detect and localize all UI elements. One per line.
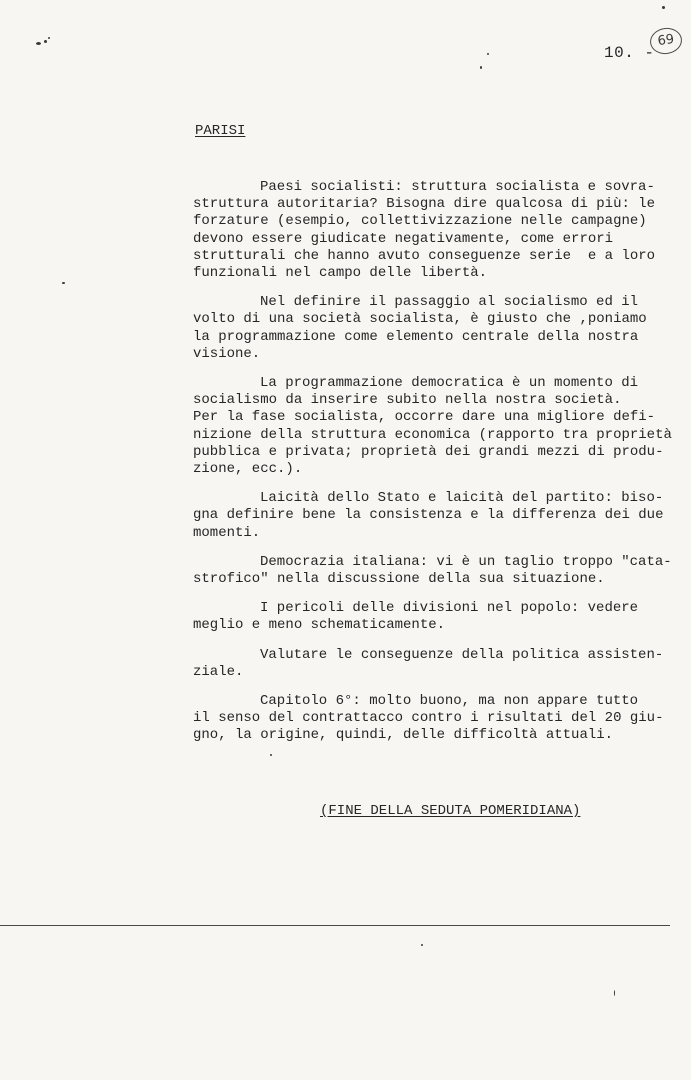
text-line: Laicità dello Stato e laicità del partito: biso-	[260, 490, 664, 507]
text-line: la programmazione come elemento centrale della nostra	[193, 328, 639, 345]
text-line: ziale.	[193, 663, 244, 680]
text-line: strutturali che hanno avuto conseguenze serie e a loro	[193, 247, 656, 264]
text-line: Paesi socialisti: struttura socialista e sovra-	[260, 179, 655, 195]
text-line: gna definire bene la consistenza e la differenza dei due	[193, 507, 664, 524]
text-line: I pericoli delle divisioni nel popolo: vedere	[260, 600, 639, 617]
text-line: Capitolo 6°: molto buono, ma non appare tutto	[260, 693, 639, 710]
scan-speck	[487, 53, 489, 55]
paragraph	[193, 600, 668, 634]
scan-speck	[614, 990, 615, 996]
scan-speck	[480, 66, 482, 69]
paragraph	[193, 693, 668, 745]
text-line: Per la fase socialista, occorre dare una migliore defi-	[193, 409, 656, 426]
text-line: Valutare le conseguenze della politica assisten-	[260, 646, 664, 663]
text-line: devono essere giudicate negativamente, come errori	[193, 230, 614, 247]
page-stamp: 69	[648, 26, 683, 56]
paragraph	[193, 553, 672, 588]
text-line: nizione della struttura economica (rapporto tra proprietà	[193, 426, 672, 443]
speech-body	[193, 179, 672, 757]
scan-speck	[662, 6, 665, 9]
paragraph	[193, 490, 668, 542]
scan-speck	[44, 40, 47, 43]
paragraph	[193, 294, 668, 363]
text-line: forzature (esempio, collettivizzazione nelle campagne)	[193, 213, 647, 230]
text-line: momenti.	[193, 524, 261, 541]
scan-speck	[48, 37, 50, 39]
page-number: 10. -	[604, 44, 655, 62]
speaker-heading: PARISI	[195, 123, 246, 139]
text-line: struttura autoritaria? Bisogna dire qualcosa di più: le	[193, 196, 656, 213]
text-line: funzionali nel campo delle libertà.	[193, 265, 488, 282]
scan-speck	[421, 944, 423, 946]
scan-speck	[62, 282, 65, 284]
text-line: gno, la origine, quindi, delle difficoltà attuali.	[193, 727, 614, 744]
text-line: volto di una società socialista, è giusto che ,poniamo	[193, 311, 647, 328]
paragraph	[193, 647, 668, 681]
text-line: visione.	[193, 345, 261, 362]
paragraph	[193, 375, 672, 478]
paragraph	[193, 179, 668, 282]
text-line: pubblica e privata; proprietà dei grandi mezzi di produ-	[193, 443, 664, 460]
page-divider	[0, 925, 670, 926]
text-line: zione, ecc.).	[193, 461, 303, 478]
text-line: socialismo da inserire subito nella nostra società.	[193, 392, 622, 409]
closing-note: (FINE DELLA SEDUTA POMERIDIANA)	[320, 803, 581, 819]
text-line: il senso del contrattacco contro i risultati del 20 giu-	[193, 710, 664, 727]
text-line: Democrazia italiana: vi è un taglio troppo "cata-	[260, 553, 672, 570]
text-line: La programmazione democratica è un momento di	[260, 375, 639, 392]
text-line: Nel definire il passaggio al socialismo ed il	[260, 294, 639, 311]
scan-speck	[36, 42, 41, 45]
text-line: strofico" nella discussione della sua situazione.	[193, 571, 605, 588]
text-line: meglio e meno schematicamente.	[193, 617, 446, 634]
